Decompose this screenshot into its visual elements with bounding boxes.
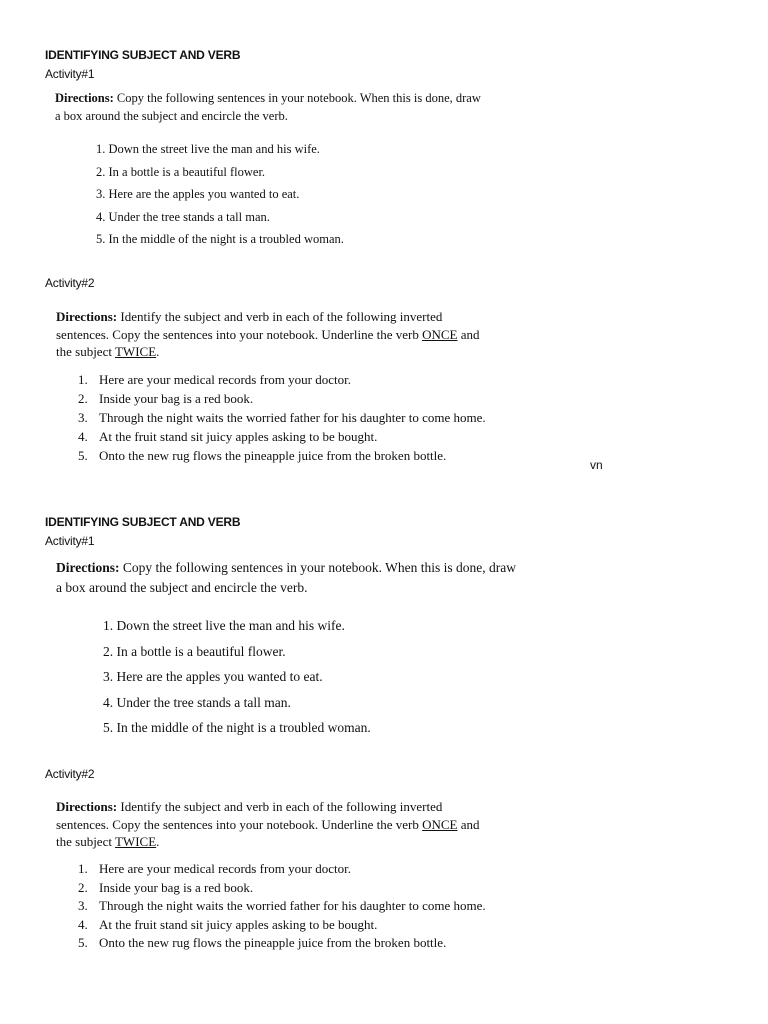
list-item (78, 897, 486, 916)
directions-text: a box around the subject and encircle the verb. (55, 108, 288, 123)
activity2-directions (56, 798, 480, 851)
list-item: 1. Down the street live the man and his wife. (103, 618, 345, 633)
list-item: 5. In the middle of the night is a troubled woman. (96, 232, 344, 247)
item-text: Through the night waits the worried father for his daughter to come home. (99, 410, 486, 425)
directions-text: the subject (56, 834, 115, 849)
list-item: 2. In a bottle is a beautiful flower. (96, 164, 266, 179)
underlined-twice: TWICE (114, 834, 157, 849)
list-item (78, 934, 486, 953)
directions-text: the subject (56, 344, 115, 359)
item-number: 2. (78, 391, 88, 406)
item-text: Inside your bag is a red book. (99, 391, 254, 406)
directions-label: Directions: (56, 799, 118, 814)
activity-label: Activity#2 (45, 767, 95, 781)
list-item (78, 370, 486, 389)
directions-text: Identify the subject and verb in each of the following inverted (120, 799, 443, 814)
item-number: 3. (78, 898, 88, 914)
activity1-sentence-list (103, 613, 371, 741)
item-text: At the fruit stand sit juicy apples asking to be bought. (99, 916, 378, 932)
directions-text: Copy the following sentences in your notebook. When this is done, draw (122, 560, 516, 575)
directions-label: Directions: (55, 91, 114, 105)
item-number: 1. (78, 372, 88, 387)
underlined-once: ONCE (422, 816, 458, 832)
directions-text: sentences. Copy the sentences into your notebook. Underline the verb (56, 326, 423, 342)
item-text: Onto the new rug flows the pineapple juice from the broken bottle. (99, 935, 447, 951)
list-item: 3. Here are the apples you wanted to eat. (103, 669, 323, 684)
item-number: 4. (78, 429, 88, 444)
underlined-twice: TWICE (114, 344, 157, 359)
item-text: Through the night waits the worried father for his daughter to come home. (99, 898, 486, 914)
margin-note: vn (590, 458, 603, 472)
activity-label: Activity#1 (45, 534, 95, 548)
activity-label: Activity#2 (45, 276, 95, 290)
directions-text: a box around the subject and encircle the verb. (56, 580, 308, 595)
directions-label: Directions: (56, 309, 118, 324)
directions-text: Identify the subject and verb in each of the following inverted (120, 309, 443, 324)
item-text: Here are your medical records from your doctor. (99, 372, 351, 387)
item-text: Here are your medical records from your doctor. (99, 861, 351, 876)
item-number: 3. (78, 410, 88, 425)
list-item: 4. Under the tree stands a tall man. (103, 694, 291, 710)
list-item (78, 860, 486, 879)
directions-text: and (457, 816, 480, 832)
directions-text: . (156, 834, 160, 849)
item-text: At the fruit stand sit juicy apples asking to be bought. (99, 429, 378, 444)
item-number: 5. (78, 448, 88, 463)
section-title: IDENTIFYING SUBJECT AND VERB (45, 48, 241, 62)
activity2-sentence-list (78, 370, 486, 465)
activity-label: Activity#1 (45, 67, 95, 81)
section-title: IDENTIFYING SUBJECT AND VERB (45, 515, 241, 529)
list-item (78, 408, 486, 427)
directions-label: Directions: (56, 560, 120, 575)
list-item: 1. Down the street live the man and his wife. (96, 142, 320, 156)
directions-text: sentences. Copy the sentences into your notebook. Underline the verb (56, 816, 423, 832)
directions-text: . (156, 344, 160, 359)
item-number: 1. (78, 861, 88, 876)
list-item: 2. In a bottle is a beautiful flower. (103, 643, 286, 659)
list-item (78, 389, 486, 408)
list-item: 5. In the middle of the night is a troubled woman. (103, 720, 371, 735)
activity2-directions (56, 308, 480, 361)
list-item: 3. Here are the apples you wanted to eat. (96, 187, 300, 202)
activity1-sentence-list (96, 138, 344, 251)
list-item (78, 916, 486, 935)
list-item: 4. Under the tree stands a tall man. (96, 209, 270, 224)
underlined-once: ONCE (422, 326, 458, 342)
activity2-sentence-list (78, 860, 486, 953)
item-text: Inside your bag is a red book. (99, 879, 254, 895)
item-number: 2. (78, 879, 88, 895)
list-item (78, 446, 486, 465)
item-text: Onto the new rug flows the pineapple juice from the broken bottle. (99, 448, 447, 463)
item-number: 5. (78, 935, 88, 951)
list-item (78, 427, 486, 446)
item-number: 4. (78, 916, 88, 932)
activity1-directions (56, 558, 516, 598)
activity1-directions (55, 90, 481, 125)
list-item (78, 879, 486, 898)
directions-text: Copy the following sentences in your notebook. When this is done, draw (116, 91, 481, 105)
directions-text: and (457, 326, 480, 342)
